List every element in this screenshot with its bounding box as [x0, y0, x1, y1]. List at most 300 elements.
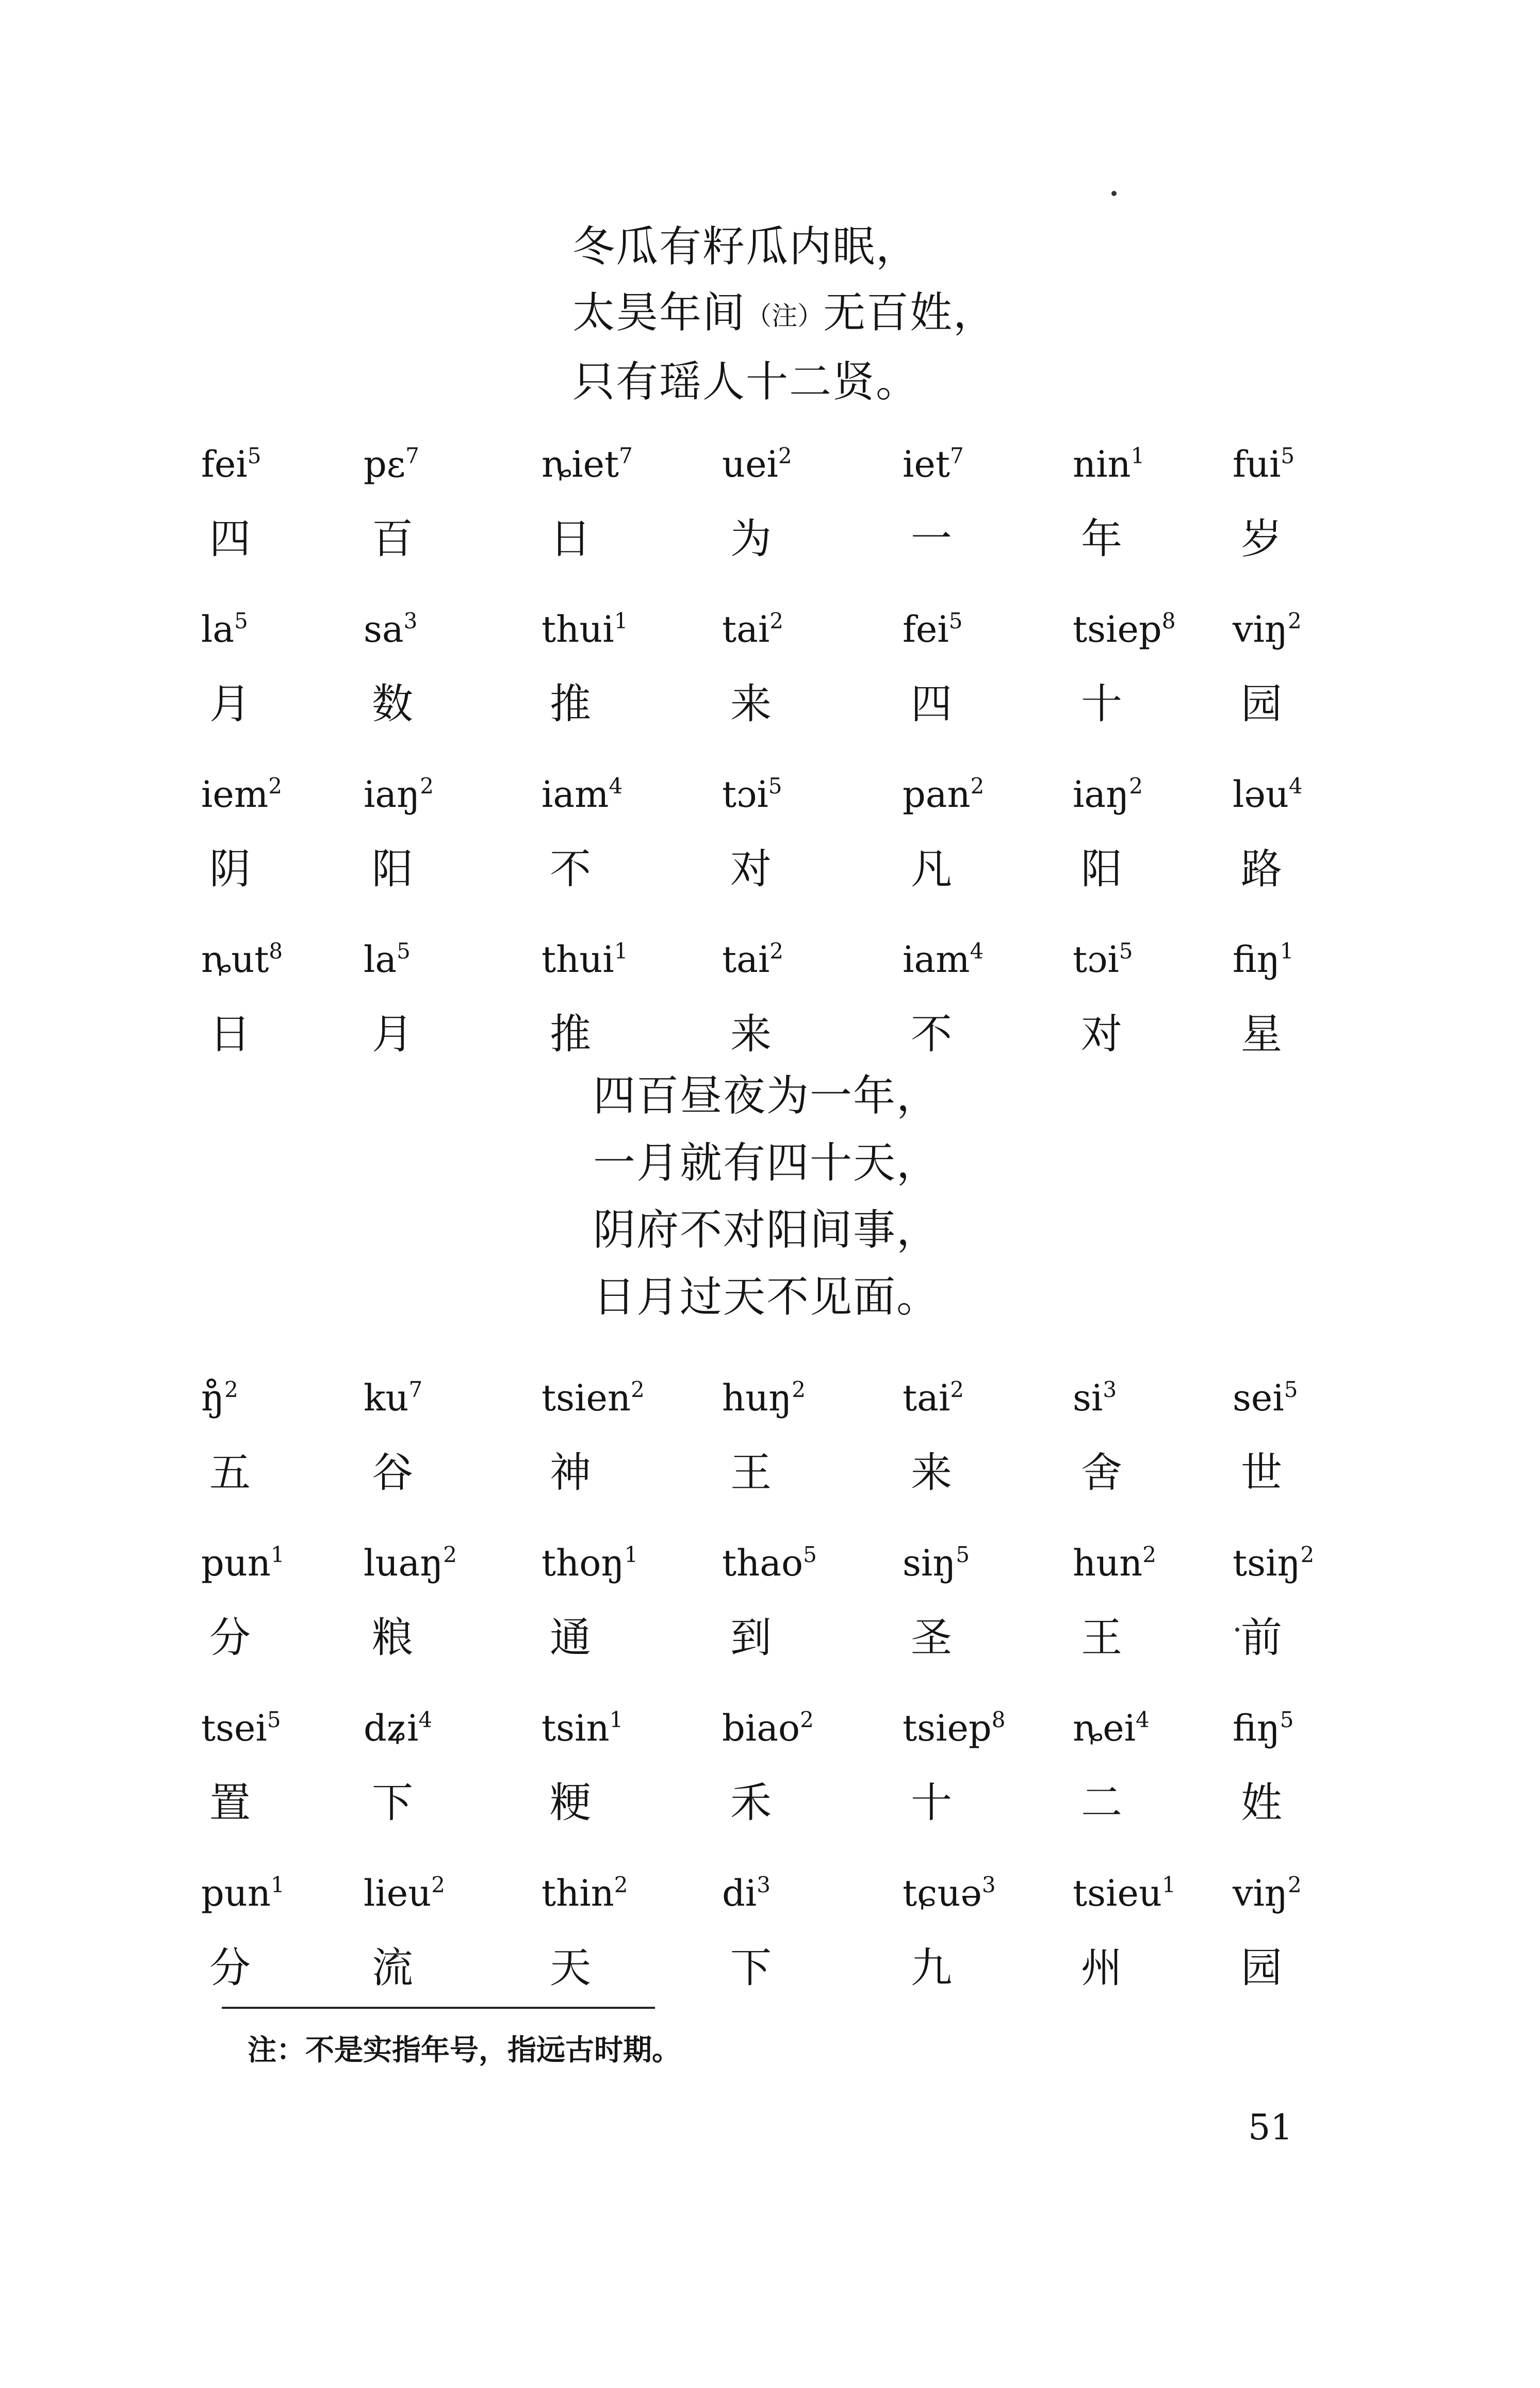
romanization [903, 1870, 1068, 1916]
tone-number: 4 [970, 938, 984, 964]
tone-number: 2 [1142, 1542, 1156, 1567]
tone-number: 3 [1103, 1377, 1117, 1402]
tone-number: 7 [619, 443, 633, 468]
romanization-syllable: thin [542, 1872, 614, 1914]
word-cell [1233, 771, 1398, 895]
chinese-character: 园 [1241, 680, 1282, 728]
footnote: 注：不是实指年号，指远古时期。 [248, 2034, 681, 2067]
word-cell [364, 1540, 529, 1664]
word-cell [542, 441, 707, 565]
word-cell [722, 441, 887, 565]
romanization [201, 1870, 366, 1916]
tone-number: 1 [1161, 1872, 1176, 1897]
word-cell [1233, 606, 1398, 730]
tone-number: 5 [234, 608, 248, 633]
romanization [542, 771, 707, 818]
romanization [1233, 606, 1398, 653]
romanization-syllable: tsiep [903, 1707, 992, 1749]
romanization-syllable: siŋ [903, 1542, 956, 1584]
word-cell [903, 1375, 1068, 1499]
romanization-syllable: fei [201, 443, 248, 485]
stanza-row [201, 1540, 1367, 1705]
verse-line: 冬瓜有籽瓜内眠， [572, 222, 920, 271]
romanization [722, 606, 887, 653]
verse-text: 太昊年间 [572, 288, 746, 337]
romanization-syllable: pun [201, 1542, 271, 1584]
chinese-character: 对 [1081, 1010, 1122, 1058]
romanization [722, 1375, 887, 1421]
tone-number: 2 [420, 773, 434, 799]
chinese-character: 前 [1241, 1614, 1282, 1662]
footnote-divider [222, 2007, 655, 2009]
romanization-syllable: tsin [542, 1707, 610, 1749]
chinese-character: 二 [1081, 1779, 1122, 1827]
chinese-character: 神 [550, 1449, 591, 1497]
romanization [1073, 606, 1238, 653]
tone-number: 8 [1161, 608, 1176, 633]
romanization [903, 936, 1068, 983]
chinese-character: 路 [1241, 845, 1282, 893]
romanization [364, 1870, 529, 1916]
word-cell [201, 936, 366, 1060]
chinese-character: 王 [1081, 1614, 1122, 1662]
word-cell [542, 936, 707, 1060]
word-cell [1233, 1870, 1398, 1994]
tone-number: 1 [614, 608, 628, 633]
chinese-character: 分 [209, 1614, 251, 1662]
romanization-syllable: iaŋ [364, 773, 420, 816]
word-cell [542, 1540, 707, 1664]
word-cell [364, 1705, 529, 1829]
romanization [201, 1540, 366, 1586]
romanization-syllable: la [201, 608, 235, 651]
romanization [1073, 1870, 1238, 1916]
word-cell [903, 1870, 1068, 1994]
romanization-syllable: thui [542, 608, 614, 651]
romanization-syllable: tsei [201, 1707, 267, 1749]
chinese-character: 粮 [372, 1614, 413, 1662]
word-cell [201, 771, 366, 895]
romanization [1073, 936, 1238, 983]
romanization-syllable: hun [1073, 1542, 1143, 1584]
romanization [542, 936, 707, 983]
romanization [542, 1375, 707, 1421]
romanization-syllable: tɕuə [903, 1872, 982, 1914]
word-cell [722, 1705, 887, 1829]
word-cell [1233, 936, 1398, 1060]
word-cell [1073, 1870, 1238, 1994]
chinese-character: 百 [372, 515, 413, 563]
tone-number: 2 [614, 1872, 628, 1897]
romanization-syllable: uei [722, 443, 778, 485]
chinese-character: 阳 [1081, 845, 1122, 893]
tone-number: 3 [757, 1872, 771, 1897]
stanza-row [201, 1375, 1367, 1540]
romanization-syllable: lieu [364, 1872, 432, 1914]
tone-number: 2 [268, 773, 282, 799]
word-cell [542, 771, 707, 895]
word-cell [1073, 1705, 1238, 1829]
romanization [722, 1540, 887, 1586]
romanization [201, 1705, 366, 1751]
scan-speck [1111, 191, 1117, 196]
chinese-character: 不 [911, 1010, 952, 1058]
tone-number: 2 [950, 1377, 964, 1402]
tone-number: 5 [1281, 443, 1295, 468]
word-cell [722, 1540, 887, 1664]
chinese-character: 数 [372, 680, 413, 728]
chinese-character: 圣 [911, 1614, 952, 1662]
word-cell [364, 441, 529, 565]
verse-line [572, 280, 996, 349]
romanization [364, 1705, 529, 1751]
romanization [903, 1540, 1068, 1586]
chinese-character: 日 [550, 515, 591, 563]
verse-line: 日月过天不见面。 [593, 1273, 940, 1322]
romanization [201, 441, 366, 488]
chinese-character: 阴 [209, 845, 251, 893]
word-cell [542, 606, 707, 730]
note-reference: （注） [746, 301, 824, 331]
romanization-syllable: huŋ [722, 1377, 792, 1419]
chinese-character: 年 [1081, 515, 1122, 563]
romanization [364, 1375, 529, 1421]
romanization [201, 1375, 366, 1421]
stanza-row [201, 1870, 1367, 2035]
romanization-syllable: tɔi [722, 773, 768, 816]
chinese-character: 来 [730, 680, 772, 728]
chinese-character: 五 [209, 1449, 251, 1497]
word-cell [364, 1870, 529, 1994]
chinese-character: 日 [209, 1010, 251, 1058]
romanization [1073, 1705, 1238, 1751]
romanization [722, 771, 887, 818]
transcription-stanza [201, 1375, 1367, 2035]
tone-number: 5 [1284, 1377, 1298, 1402]
chinese-character: 推 [550, 1010, 591, 1058]
romanization [542, 1540, 707, 1586]
tone-number: 4 [1136, 1707, 1150, 1732]
tone-number: 1 [609, 1707, 624, 1732]
word-cell [201, 1375, 366, 1499]
romanization [364, 606, 529, 653]
romanization [1233, 1705, 1398, 1751]
word-cell [722, 771, 887, 895]
romanization-syllable: thui [542, 938, 614, 981]
tone-number: 2 [1288, 1872, 1302, 1897]
word-cell [201, 1705, 366, 1829]
tone-number: 5 [397, 938, 411, 964]
tone-number: 2 [800, 1707, 814, 1732]
romanization [542, 1705, 707, 1751]
romanization-syllable: pun [201, 1872, 271, 1914]
romanization [1073, 1375, 1238, 1421]
tone-number: 5 [956, 1542, 970, 1567]
romanization [903, 441, 1068, 488]
tone-number: 3 [403, 608, 418, 633]
chinese-character: 姓 [1241, 1779, 1282, 1827]
romanization [1233, 1540, 1398, 1586]
romanization [1073, 771, 1238, 818]
romanization [364, 1540, 529, 1586]
page-number: 51 [1248, 2107, 1293, 2148]
romanization-syllable: viŋ [1233, 1872, 1288, 1914]
romanization-syllable: tai [722, 938, 770, 981]
chinese-character: 到 [730, 1614, 772, 1662]
word-cell [201, 1870, 366, 1994]
romanization [1233, 771, 1398, 818]
chinese-character: 月 [372, 1010, 413, 1058]
tone-number: 5 [267, 1707, 281, 1732]
romanization-syllable: di [722, 1872, 757, 1914]
word-cell [364, 771, 529, 895]
romanization-syllable: iet [903, 443, 950, 485]
tone-number: 8 [269, 938, 283, 964]
word-cell [1073, 606, 1238, 730]
tone-number: 1 [1131, 443, 1145, 468]
verse-text: 无百姓， [823, 288, 997, 337]
romanization-syllable: iaŋ [1073, 773, 1129, 816]
romanization-syllable: viŋ [1233, 608, 1288, 651]
word-cell [1073, 441, 1238, 565]
chinese-character: 来 [730, 1010, 772, 1058]
romanization-syllable: ləu [1233, 773, 1289, 816]
verse-line: 一月就有四十天， [593, 1139, 940, 1188]
chinese-character: 下 [372, 1779, 413, 1827]
romanization [364, 441, 529, 488]
tone-number: 2 [443, 1542, 457, 1567]
word-cell [1073, 1540, 1238, 1664]
tone-number: 2 [769, 608, 783, 633]
romanization [542, 606, 707, 653]
romanization-syllable: ȵei [1073, 1707, 1136, 1749]
chinese-character: 粳 [550, 1779, 591, 1827]
romanization-syllable: thao [722, 1542, 804, 1584]
verse-line: 四百昼夜为一年， [593, 1071, 940, 1120]
chinese-character: 九 [911, 1944, 952, 1992]
transcription-stanza [201, 441, 1367, 1101]
chinese-character: 置 [209, 1779, 251, 1827]
chinese-character: 天 [550, 1944, 591, 1992]
word-cell [903, 936, 1068, 1060]
chinese-character: 来 [911, 1449, 952, 1497]
chinese-character: 为 [730, 515, 772, 563]
chinese-character: 谷 [372, 1449, 413, 1497]
tone-number: 4 [418, 1707, 433, 1732]
romanization-syllable: ȵiet [542, 443, 619, 485]
romanization [542, 441, 707, 488]
chinese-character: 园 [1241, 1944, 1282, 1992]
romanization-syllable: tsiep [1073, 608, 1162, 651]
word-cell [364, 1375, 529, 1499]
chinese-character: 王 [730, 1449, 772, 1497]
chinese-character: 通 [550, 1614, 591, 1662]
scan-speck [1235, 1628, 1239, 1632]
romanization [1073, 441, 1238, 488]
romanization-syllable: dʑi [364, 1707, 419, 1749]
chinese-character: 不 [550, 845, 591, 893]
chinese-character: 凡 [911, 845, 952, 893]
chinese-character: 四 [911, 680, 952, 728]
tone-number: 1 [270, 1872, 285, 1897]
stanza-row [201, 606, 1367, 771]
word-cell [364, 936, 529, 1060]
tone-number: 2 [1288, 608, 1302, 633]
verse-line: 阴府不对阳间事， [593, 1206, 940, 1255]
chinese-character: 推 [550, 680, 591, 728]
tone-number: 1 [1280, 938, 1294, 964]
word-cell [1073, 771, 1238, 895]
word-cell [903, 1540, 1068, 1664]
word-cell [1233, 1540, 1398, 1664]
word-cell [364, 606, 529, 730]
romanization-syllable: tsiŋ [1233, 1542, 1301, 1584]
romanization-syllable: nin [1073, 443, 1131, 485]
tone-number: 2 [970, 773, 985, 799]
romanization [1233, 1375, 1398, 1421]
stanza-row [201, 1705, 1367, 1870]
chinese-character: 四 [209, 515, 251, 563]
romanization-syllable: biao [722, 1707, 800, 1749]
tone-number: 2 [1300, 1542, 1315, 1567]
tone-number: 5 [768, 773, 782, 799]
word-cell [1233, 1375, 1398, 1499]
romanization-syllable: tai [903, 1377, 951, 1419]
romanization [201, 771, 366, 818]
stanza-row [201, 441, 1367, 606]
word-cell [722, 1375, 887, 1499]
chinese-character: 阳 [372, 845, 413, 893]
romanization-syllable: tsien [542, 1377, 631, 1419]
word-cell [903, 771, 1068, 895]
romanization-syllable: pɛ [364, 443, 406, 485]
romanization [364, 936, 529, 983]
tone-number: 4 [1288, 773, 1303, 799]
chinese-character: 一 [911, 515, 952, 563]
romanization-syllable: iam [542, 773, 609, 816]
tone-number: 3 [981, 1872, 996, 1897]
tone-number: 2 [630, 1377, 645, 1402]
tone-number: 1 [624, 1542, 638, 1567]
romanization [364, 771, 529, 818]
romanization-syllable: luaŋ [364, 1542, 444, 1584]
word-cell [1073, 1375, 1238, 1499]
romanization [201, 936, 366, 983]
tone-number: 5 [1119, 938, 1133, 964]
stanza-row [201, 771, 1367, 936]
romanization-syllable: tai [722, 608, 770, 651]
word-cell [1233, 1705, 1398, 1829]
romanization [1073, 1540, 1238, 1586]
word-cell [722, 936, 887, 1060]
romanization [903, 771, 1068, 818]
tone-number: 5 [948, 608, 963, 633]
tone-number: 7 [949, 443, 964, 468]
word-cell [1073, 936, 1238, 1060]
romanization [1233, 441, 1398, 488]
word-cell [542, 1705, 707, 1829]
romanization-syllable: iam [903, 938, 970, 981]
tone-number: 2 [431, 1872, 446, 1897]
romanization [1233, 936, 1398, 983]
verse-middle [593, 1063, 940, 1331]
romanization [903, 606, 1068, 653]
verse-top [572, 214, 996, 415]
romanization [201, 606, 366, 653]
verse-line: 只有瑶人十二贤。 [572, 357, 920, 407]
romanization-syllable: sa [364, 608, 404, 651]
romanization-syllable: si [1073, 1377, 1103, 1419]
romanization [722, 441, 887, 488]
word-cell [201, 1540, 366, 1664]
tone-number: 1 [614, 938, 628, 964]
chinese-character: 流 [372, 1944, 413, 1992]
word-cell [722, 606, 887, 730]
chinese-character: 州 [1081, 1944, 1122, 1992]
chinese-character: 月 [209, 680, 251, 728]
tone-number: 2 [1129, 773, 1143, 799]
word-cell [542, 1375, 707, 1499]
chinese-character: 分 [209, 1944, 251, 1992]
romanization-syllable: sei [1233, 1377, 1284, 1419]
romanization-syllable: tɔi [1073, 938, 1119, 981]
chinese-character: 世 [1241, 1449, 1282, 1497]
tone-number: 7 [408, 1377, 423, 1402]
romanization-syllable: fiŋ [1233, 938, 1280, 981]
romanization-syllable: fiŋ [1233, 1707, 1280, 1749]
tone-number: 4 [609, 773, 623, 799]
chinese-character: 十 [1081, 680, 1122, 728]
tone-number: 1 [270, 1542, 285, 1567]
word-cell [903, 606, 1068, 730]
romanization-syllable: fui [1233, 443, 1281, 485]
tone-number: 2 [778, 443, 792, 468]
romanization-syllable: ku [364, 1377, 409, 1419]
tone-number: 5 [803, 1542, 817, 1567]
romanization [1233, 1870, 1398, 1916]
chinese-character: 舍 [1081, 1449, 1122, 1497]
tone-number: 8 [991, 1707, 1006, 1732]
romanization [542, 1870, 707, 1916]
romanization-syllable: la [364, 938, 397, 981]
romanization-syllable: tsieu [1073, 1872, 1162, 1914]
word-cell [903, 1705, 1068, 1829]
word-cell [903, 441, 1068, 565]
word-cell [722, 1870, 887, 1994]
romanization [722, 1705, 887, 1751]
tone-number: 5 [247, 443, 261, 468]
romanization [722, 1870, 887, 1916]
romanization [903, 1705, 1068, 1751]
romanization [903, 1375, 1068, 1421]
word-cell [1233, 441, 1398, 565]
romanization-syllable: ȵut [201, 938, 269, 981]
chinese-character: 十 [911, 1779, 952, 1827]
tone-number: 5 [1280, 1707, 1294, 1732]
romanization [722, 936, 887, 983]
tone-number: 2 [792, 1377, 806, 1402]
chinese-character: 星 [1241, 1010, 1282, 1058]
chinese-character: 下 [730, 1944, 772, 1992]
romanization-syllable: iem [201, 773, 269, 816]
romanization-syllable: ŋ̊ [201, 1377, 225, 1419]
chinese-character: 岁 [1241, 515, 1282, 563]
tone-number: 7 [405, 443, 419, 468]
romanization-syllable: thoŋ [542, 1542, 625, 1584]
chinese-character: 禾 [730, 1779, 772, 1827]
word-cell [201, 441, 366, 565]
romanization-syllable: pan [903, 773, 971, 816]
